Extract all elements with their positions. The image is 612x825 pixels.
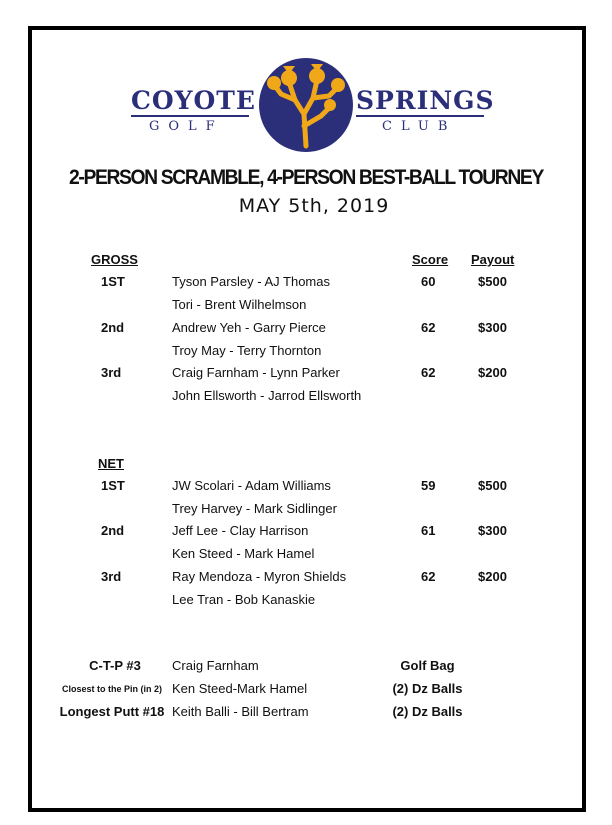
net-place: 3rd xyxy=(101,569,122,584)
tourney-date: MAY 5th, 2019 xyxy=(238,195,390,217)
gross-score: 62 xyxy=(421,365,436,380)
special-label: Closest to the Pin (in 2) xyxy=(61,684,162,694)
logo-sub-right: CLUB xyxy=(382,119,457,134)
gross-place: 2nd xyxy=(101,320,125,335)
special-label: Longest Putt #18 xyxy=(59,704,165,719)
tourney-title: 2-PERSON SCRAMBLE, 4-PERSON BEST-BALL TOURNEY xyxy=(69,166,543,189)
net-team: Jeff Lee - Clay Harrison xyxy=(172,523,309,538)
special-winner: Keith Balli - Bill Bertram xyxy=(172,704,309,719)
gross-team: Troy May - Terry Thornton xyxy=(172,343,322,358)
gross-team: Tyson Parsley - AJ Thomas xyxy=(172,274,330,289)
gross-payout: $500 xyxy=(478,274,507,289)
gross-team: John Ellsworth - Jarrod Ellsworth xyxy=(172,388,362,403)
gross-team: Craig Farnham - Lynn Parker xyxy=(172,365,340,380)
net-team: Lee Tran - Bob Kanaskie xyxy=(172,592,316,607)
net-team: Ken Steed - Mark Hamel xyxy=(172,546,315,561)
special-prize: (2) Dz Balls xyxy=(392,704,463,719)
special-label: C-T-P #3 xyxy=(89,658,141,673)
joshua-tree-emblem xyxy=(257,56,355,154)
special-winner: Craig Farnham xyxy=(172,658,259,673)
net-payout: $200 xyxy=(478,569,507,584)
club-logo xyxy=(0,0,612,150)
special-prize: Golf Bag xyxy=(400,658,455,673)
gross-team: Andrew Yeh - Garry Pierce xyxy=(172,320,326,335)
gross-score: 60 xyxy=(421,274,436,289)
gross-team: Tori - Brent Wilhelmson xyxy=(172,297,307,312)
net-team: JW Scolari - Adam Williams xyxy=(172,478,331,493)
score-header: Score xyxy=(412,252,449,267)
logo-word-left: COYOTE xyxy=(131,86,256,115)
logo-rule-right xyxy=(356,115,484,117)
gross-payout: $300 xyxy=(478,320,507,335)
net-payout: $300 xyxy=(478,523,507,538)
net-team: Trey Harvey - Mark Sidlinger xyxy=(172,501,337,516)
net-team: Ray Mendoza - Myron Shields xyxy=(172,569,347,584)
net-payout: $500 xyxy=(478,478,507,493)
gross-header: GROSS xyxy=(91,252,138,267)
logo-sub-left: GOLF xyxy=(149,119,224,134)
net-score: 61 xyxy=(421,523,436,538)
gross-place: 3rd xyxy=(101,365,122,380)
net-header: NET xyxy=(98,456,124,471)
net-score: 62 xyxy=(421,569,436,584)
net-score: 59 xyxy=(421,478,436,493)
gross-payout: $200 xyxy=(478,365,507,380)
net-place: 2nd xyxy=(101,523,125,538)
gross-place: 1ST xyxy=(101,274,125,289)
special-winner: Ken Steed-Mark Hamel xyxy=(172,681,308,696)
gross-score: 62 xyxy=(421,320,436,335)
logo-word-right: SPRINGS xyxy=(356,86,495,115)
payout-header: Payout xyxy=(471,252,515,267)
net-place: 1ST xyxy=(101,478,125,493)
logo-rule-left xyxy=(131,115,249,117)
special-prize: (2) Dz Balls xyxy=(392,681,463,696)
